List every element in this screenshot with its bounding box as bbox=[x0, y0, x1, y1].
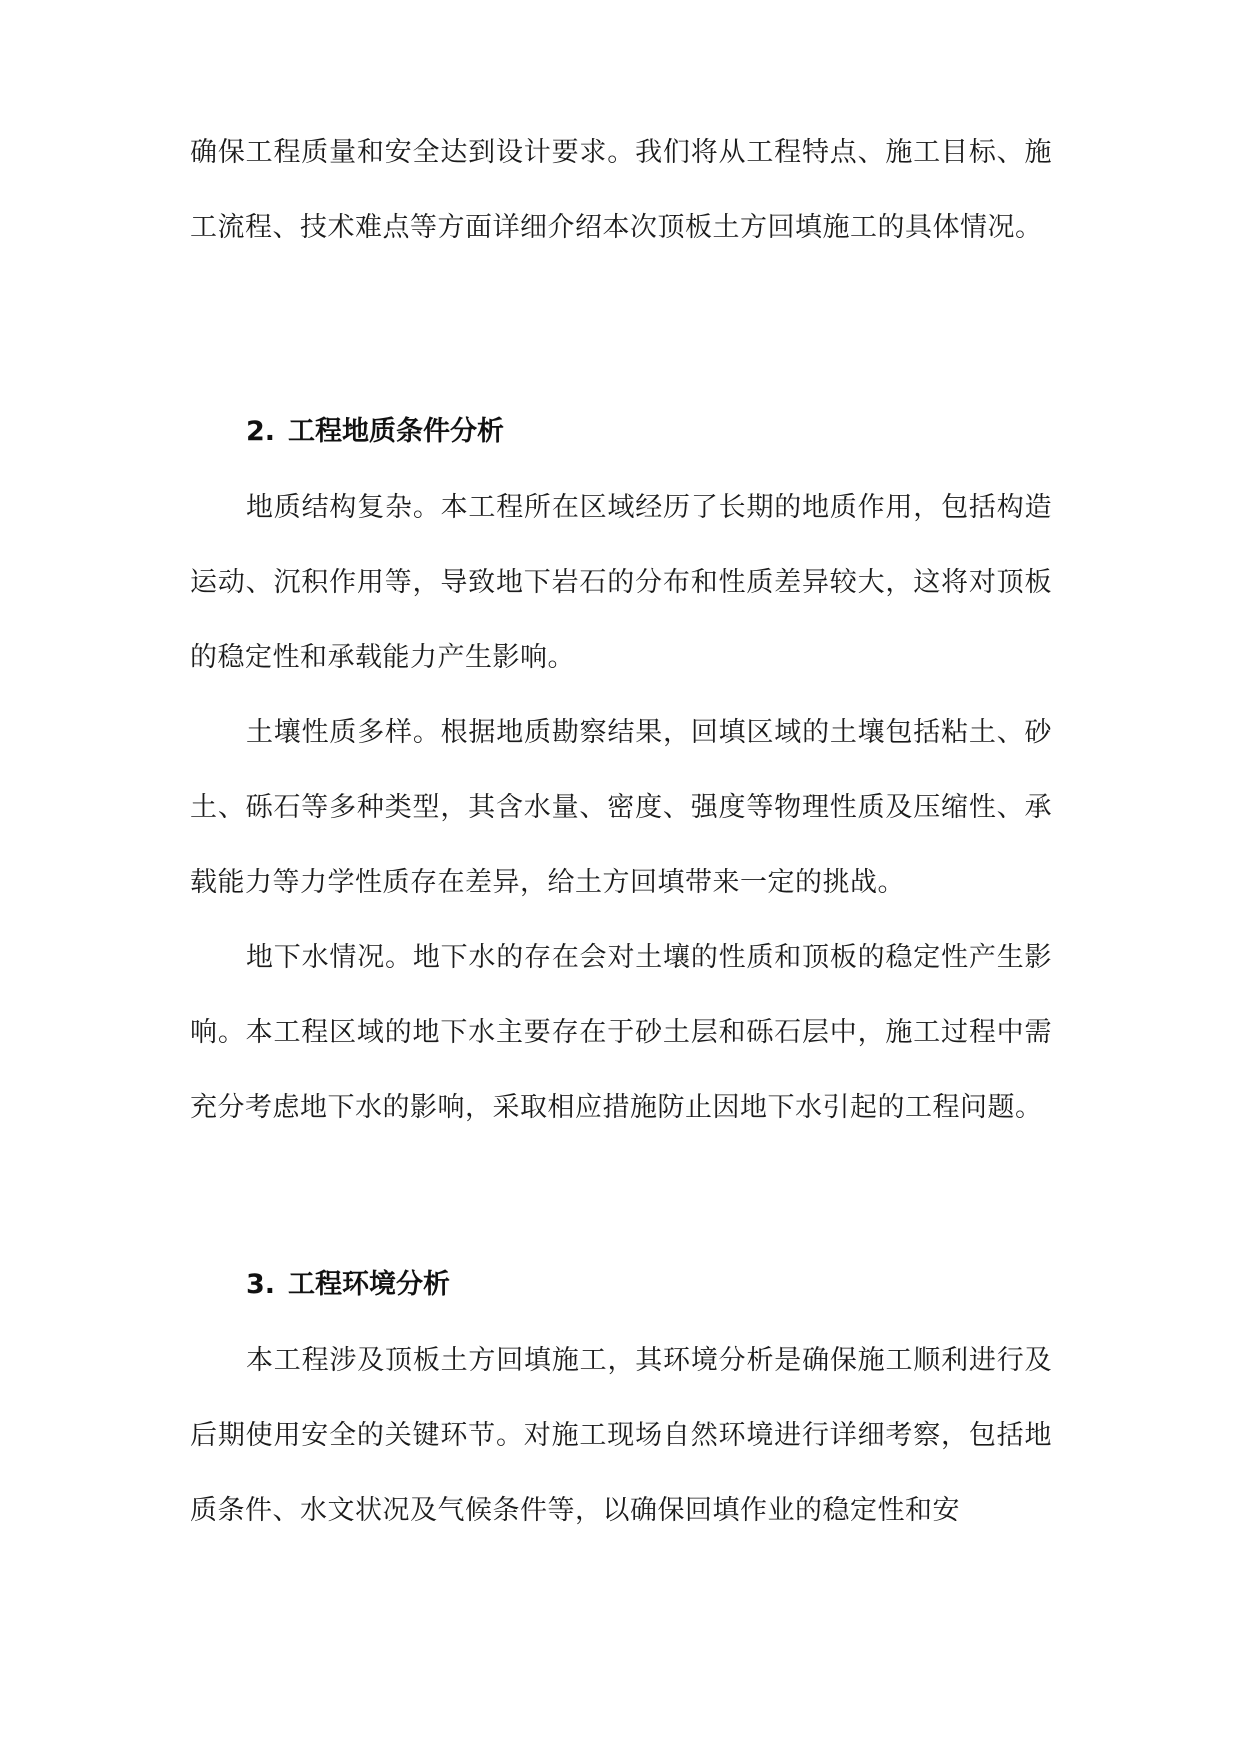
environment-paragraph: 本工程涉及顶板土方回填施工，其环境分析是确保施工顺利进行及后期使用安全的关键环节。对施工现场自然环境进行详细考察，包括地质条件、水文状况及气候条件等，以确保回填作业的稳定性和安 bbox=[190, 1345, 1052, 1526]
intro-paragraph: 确保工程质量和安全达到设计要求。我们将从工程特点、施工目标、施工流程、技术难点等方面详细介绍本次顶板土方回填施工的具体情况。 bbox=[190, 137, 1052, 243]
geo-structure-paragraph: 地质结构复杂。本工程所在区域经历了长期的地质作用，包括构造运动、沉积作用等，导致地下岩石的分布和性质差异较大，这将对顶板的稳定性和承载能力产生影响。 bbox=[190, 492, 1052, 673]
section-3-number: 3. bbox=[246, 1269, 276, 1300]
soil-properties-paragraph: 土壤性质多样。根据地质勘察结果，回填区域的土壤包括粘土、砂土、砾石等多种类型，其含水量、密度、强度等物理性质及压缩性、承载能力等力学性质存在差异，给土方回填带来一定的挑战。 bbox=[190, 717, 1052, 898]
section-2-number: 2. bbox=[246, 416, 276, 447]
section-3-title: 工程环境分析 bbox=[288, 1269, 450, 1300]
section-2-heading bbox=[246, 412, 504, 452]
section-3-heading bbox=[246, 1265, 450, 1305]
groundwater-paragraph: 地下水情况。地下水的存在会对土壤的性质和顶板的稳定性产生影响。本工程区域的地下水主要存在于砂土层和砾石层中，施工过程中需充分考虑地下水的影响，采取相应措施防止因地下水引起的工程问题。 bbox=[190, 942, 1052, 1123]
section-2-title: 工程地质条件分析 bbox=[288, 416, 504, 447]
